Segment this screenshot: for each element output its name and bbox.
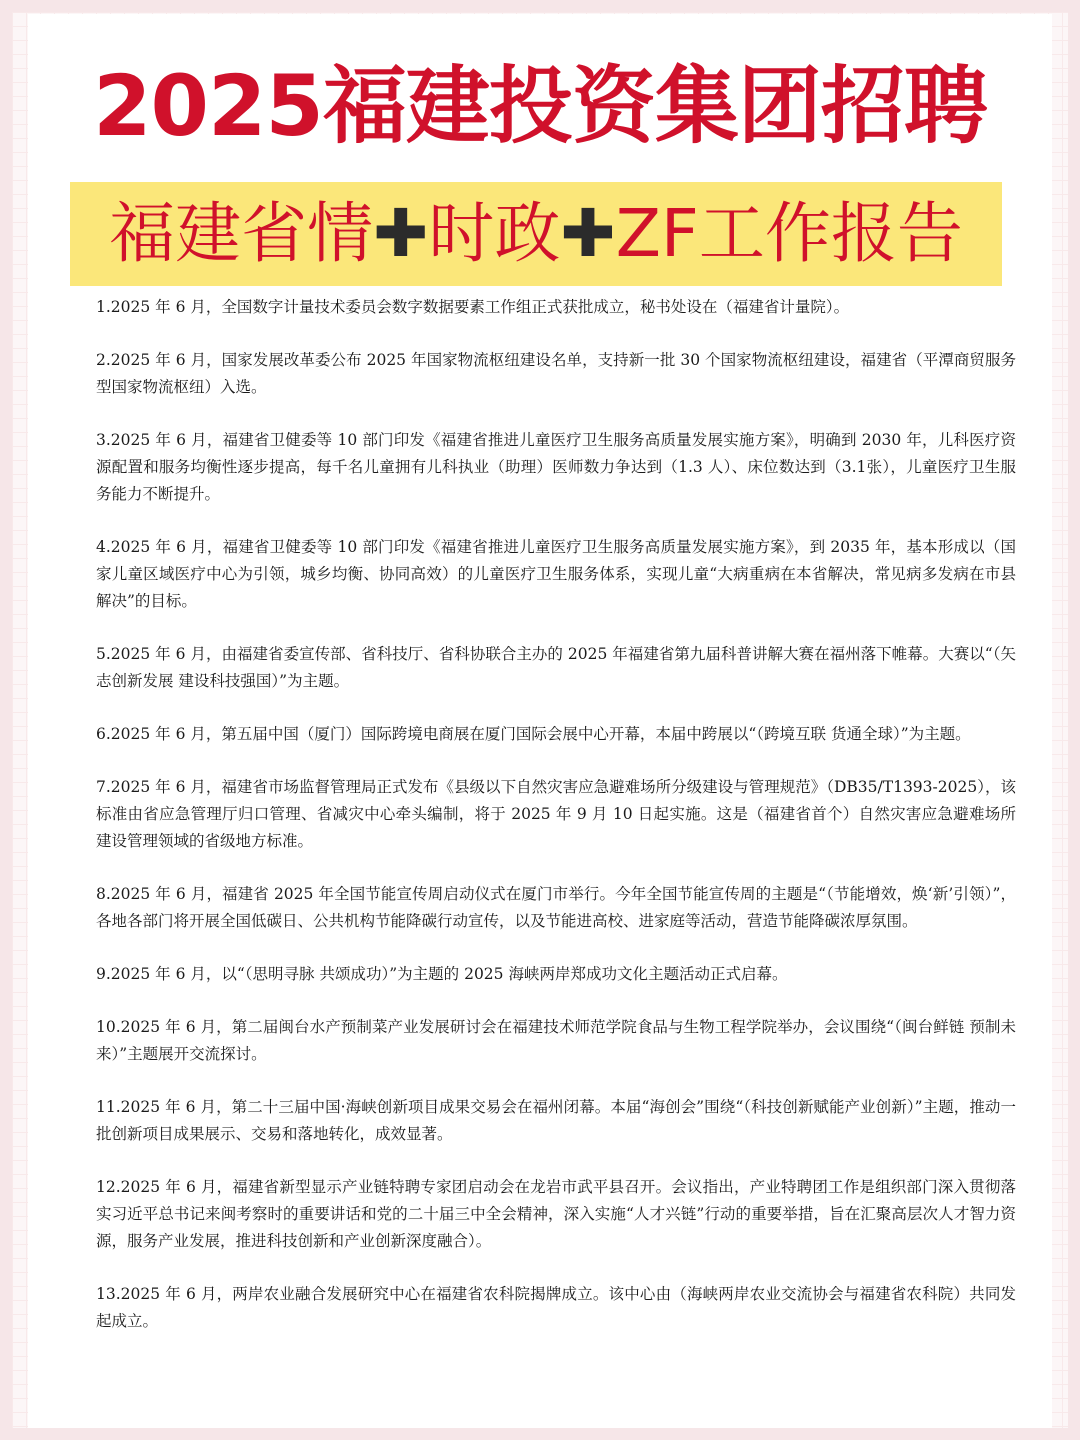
news-item: 2.2025 年 6 月，国家发展改革委公布 2025 年国家物流枢纽建设名单，支持新一批 30 个国家物流枢纽建设，福建省（平潭商贸服务型国家物流枢纽）入选。 [96, 351, 1016, 396]
news-item: 8.2025 年 6 月，福建省 2025 年全国节能宣传周启动仪式在厦门市举行。今年全国节能宣传周的主题是“（节能增效，焕‘新’引领）”，各地各部门将开展全国低碳日、公共机构节能降碳行动宣传，以及节能进高校、进家庭等活动，营造节能降碳浓厚氛围。 [96, 885, 1016, 930]
news-item: 4.2025 年 6 月，福建省卫健委等 10 部门印发《福建省推进儿童医疗卫生服务高质量发展实施方案》，到 2035 年，基本形成以（国家儿童区域医疗中心为引领，城乡均衡、协同高效）的儿童医疗卫生服务体系，实现儿童“大病重病在本省解决，常见病多发病在市县解决”的目标。 [96, 538, 1016, 610]
news-list [96, 294, 1016, 1361]
subtitle-part-politics: 时政 [428, 195, 561, 272]
news-item: 1.2025 年 6 月，全国数字计量技术委员会数字数据要素工作组正式获批成立，秘书处设在（福建省计量院）。 [96, 298, 850, 316]
news-item: 6.2025 年 6 月，第五届中国（厦门）国际跨境电商展在厦门国际会展中心开幕，本届中跨展以“（跨境互联 货通全球）”为主题。 [96, 725, 971, 743]
news-item: 11.2025 年 6 月，第二十三届中国·海峡创新项目成果交易会在福州闭幕。本届“海创会”围绕“（科技创新赋能产业创新）”主题，推动一批创新项目成果展示、交易和落地转化，成效显著。 [96, 1098, 1016, 1143]
plus-icon: ✚ [373, 195, 429, 272]
news-item: 10.2025 年 6 月，第二届闽台水产预制菜产业发展研讨会在福建技术师范学院食品与生物工程学院举办，会议围绕“（闽台鲜链 预制未来）”主题展开交流探讨。 [96, 1018, 1016, 1063]
news-item: 12.2025 年 6 月，福建省新型显示产业链特聘专家团启动会在龙岩市武平县召开。会议指出，产业特聘团工作是组织部门深入贯彻落实习近平总书记来闽考察时的重要讲话和党的二十届三中全会精神，深入实施“人才兴链”行动的重要举措，旨在汇聚高层次人才智力资源，服务产业发展，推进科技创新和产业创新深度融合）。 [96, 1178, 1016, 1250]
subtitle [70, 186, 1002, 282]
subtitle-part-report: ZF工作报告 [615, 195, 963, 272]
news-item: 9.2025 年 6 月，以“（思明寻脉 共颂成功）”为主题的 2025 海峡两岸郑成功文化主题活动正式启幕。 [96, 965, 788, 983]
news-item: 7.2025 年 6 月，福建省市场监督管理局正式发布《县级以下自然灾害应急避难场所分级建设与管理规范》（DB35/T1393-2025），该标准由省应急管理厅归口管理、省减灾中心牵头编制，将于 2025 年 9 月 10 日起实施。这是（福建省首个）自然灾害应急避难场所建设管理领域的省级地方标准。 [96, 778, 1016, 850]
news-item: 13.2025 年 6 月，两岸农业融合发展研究中心在福建省农科院揭牌成立。该中心由（海峡两岸农业交流协会与福建省农科院）共同发起成立。 [96, 1285, 1016, 1330]
news-item: 3.2025 年 6 月，福建省卫健委等 10 部门印发《福建省推进儿童医疗卫生服务高质量发展实施方案》，明确到 2030 年，儿科医疗资源配置和服务均衡性逐步提高，每千名儿童拥有儿科执业（助理）医师数力争达到（1.3 人）、床位数达到（3.1张），儿童医疗卫生服务能力不断提升。 [96, 431, 1016, 503]
news-item: 5.2025 年 6 月，由福建省委宣传部、省科技厅、省科协联合主办的 2025 年福建省第九届科普讲解大赛在福州落下帷幕。大赛以“（矢志创新发展 建设科技强国）”为主题。 [96, 645, 1016, 690]
plus-icon: ✚ [560, 195, 616, 272]
subtitle-part-province: 福建省情 [109, 195, 374, 272]
page-title: 2025福建投资集团招聘 [93, 57, 987, 155]
document-page [28, 14, 1052, 1428]
